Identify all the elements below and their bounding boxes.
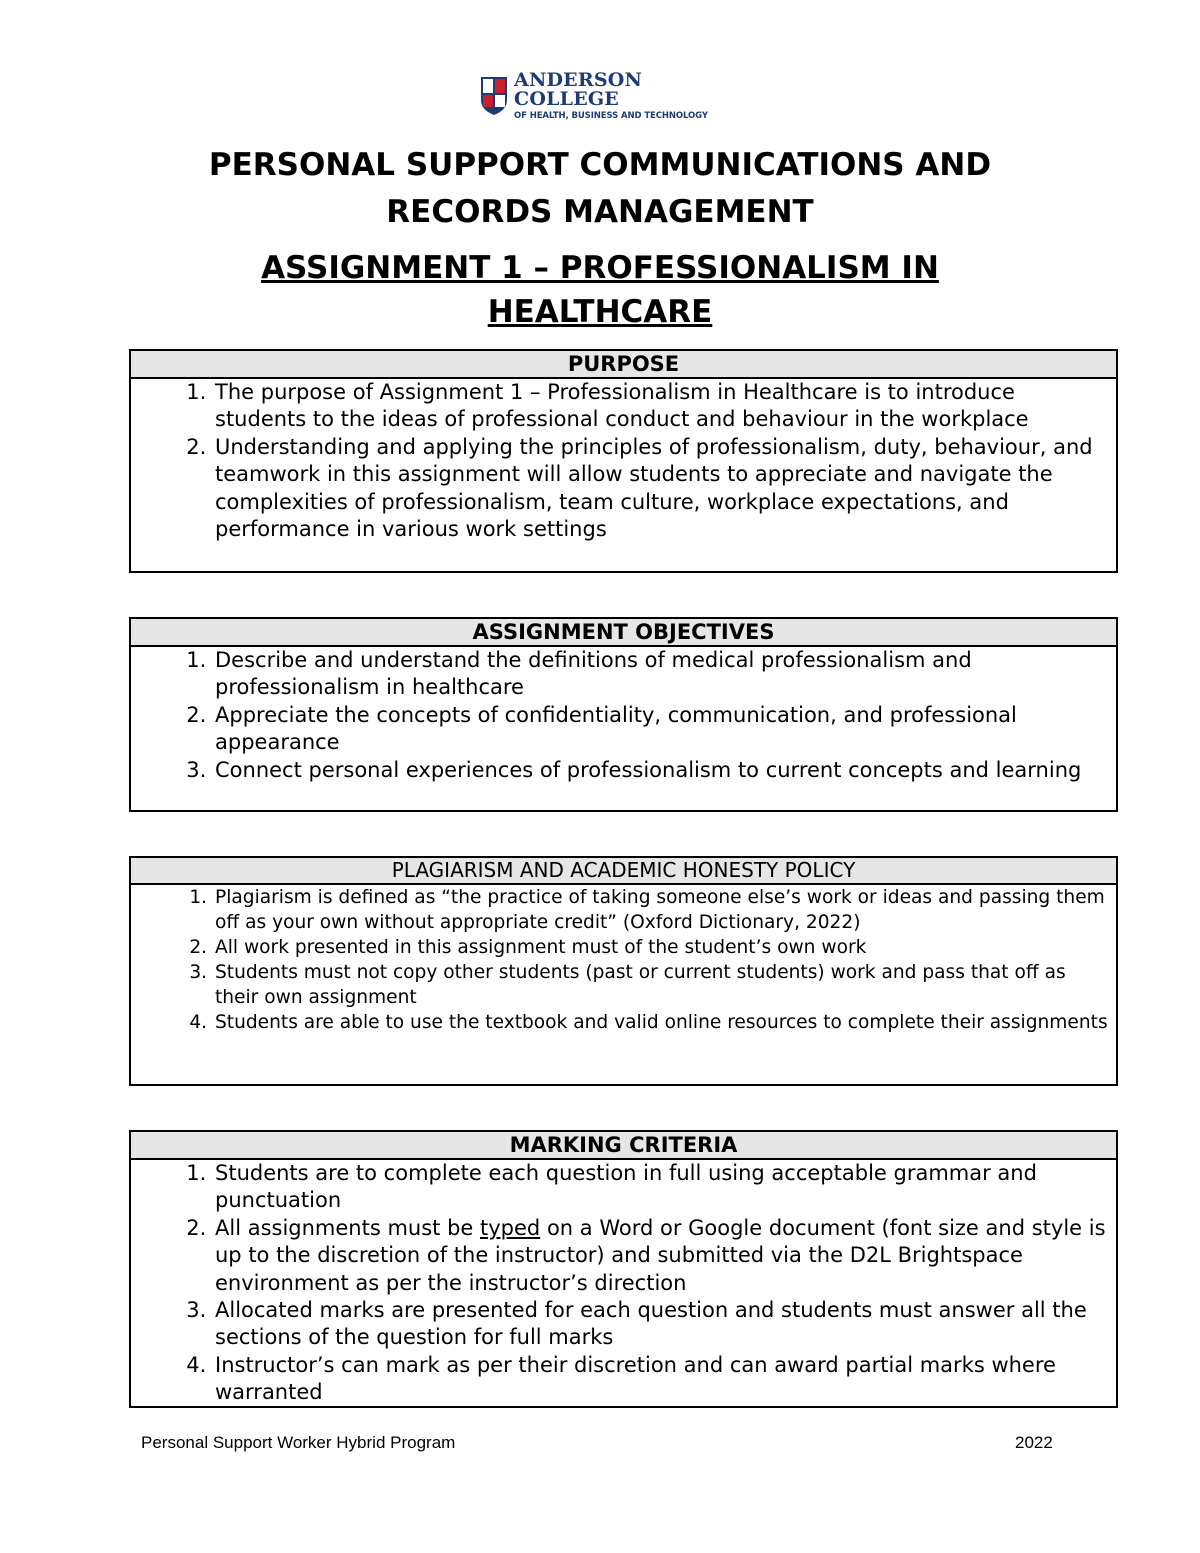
purpose-section	[129, 349, 1118, 573]
assignment-title-line-2: HEALTHCARE	[487, 294, 713, 330]
assignment-title	[100, 246, 1100, 334]
document-title-line-1: PERSONAL SUPPORT COMMUNICATIONS AND	[208, 147, 992, 183]
plagiarism-section	[129, 856, 1118, 1086]
document-title-line-2: RECORDS MANAGEMENT	[386, 194, 814, 230]
marking-list	[131, 1160, 1116, 1407]
plagiarism-heading: PLAGIARISM AND ACADEMIC HONESTY POLICY	[131, 858, 1116, 885]
objectives-heading: ASSIGNMENT OBJECTIVES	[131, 619, 1116, 647]
assignment-title-line-1: ASSIGNMENT 1 – PROFESSIONALISM IN	[261, 250, 939, 286]
objective-item-1: 1. Describe and understand the definitions of medical professionalism and professionalism in healthcare	[213, 647, 1108, 702]
footer-program: Personal Support Worker Hybrid Program	[141, 1433, 456, 1452]
footer-year: 2022	[1015, 1433, 1053, 1452]
college-subtitle: OF HEALTH, BUSINESS AND TECHNOLOGY	[514, 111, 708, 122]
marking-item-2-text-start: All assignments must be	[215, 1215, 481, 1240]
purpose-item-2: 2. Understanding and applying the principles of professionalism, duty, behaviour, and teamwork in this assignment will allow students to appreciate and navigate the complexities of professionalism, team culture, workplace expectations, and performance in various work settings	[213, 434, 1108, 544]
plagiarism-item-3: 3. Students must not copy other students (past or current students) work and pass that off as their own assignment	[213, 960, 1108, 1010]
marking-item-2	[213, 1215, 1108, 1297]
marking-item-2-underlined: typed	[480, 1215, 541, 1240]
college-name: ANDERSON COLLEGE	[514, 69, 643, 111]
document-title	[100, 142, 1100, 236]
plagiarism-item-4: 4. Students are able to use the textbook and valid online resources to complete their assignments	[213, 1010, 1108, 1035]
objectives-list	[131, 647, 1116, 784]
purpose-heading: PURPOSE	[131, 351, 1116, 379]
marking-item-3: 3. Allocated marks are presented for each question and students must answer all the sections of the question for full marks	[213, 1297, 1108, 1352]
plagiarism-item-1: 1. Plagiarism is defined as “the practice of taking someone else’s work or ideas and passing them off as your own without appropriate credit” (Oxford Dictionary, 2022)	[213, 885, 1108, 935]
marking-item-1: 1. Students are to complete each question in full using acceptable grammar and punctuation	[213, 1160, 1108, 1215]
marking-item-4: 4. Instructor’s can mark as per their discretion and can award partial marks where warranted	[213, 1352, 1108, 1407]
college-logo	[480, 69, 718, 122]
purpose-item-1: 1. The purpose of Assignment 1 – Professionalism in Healthcare is to introduce students to the ideas of professional conduct and behaviour in the workplace	[213, 379, 1108, 434]
marking-item-2-text-end: on a Word or Google document (font size and style is up to the discretion of the instructor) and submitted via the D2L Brightspace environment as per the instructor’s direction	[215, 1215, 1106, 1295]
marking-heading: MARKING CRITERIA	[131, 1132, 1116, 1160]
shield-logo-icon	[480, 76, 508, 116]
purpose-list	[131, 379, 1116, 543]
objective-item-3: 3. Connect personal experiences of professionalism to current concepts and learning	[213, 757, 1108, 784]
plagiarism-list	[131, 885, 1116, 1035]
plagiarism-item-2: 2. All work presented in this assignment must of the student’s own work	[213, 935, 1108, 960]
objectives-section	[129, 617, 1118, 812]
marking-section	[129, 1130, 1118, 1408]
objective-item-2: 2. Appreciate the concepts of confidentiality, communication, and professional appearance	[213, 702, 1108, 757]
